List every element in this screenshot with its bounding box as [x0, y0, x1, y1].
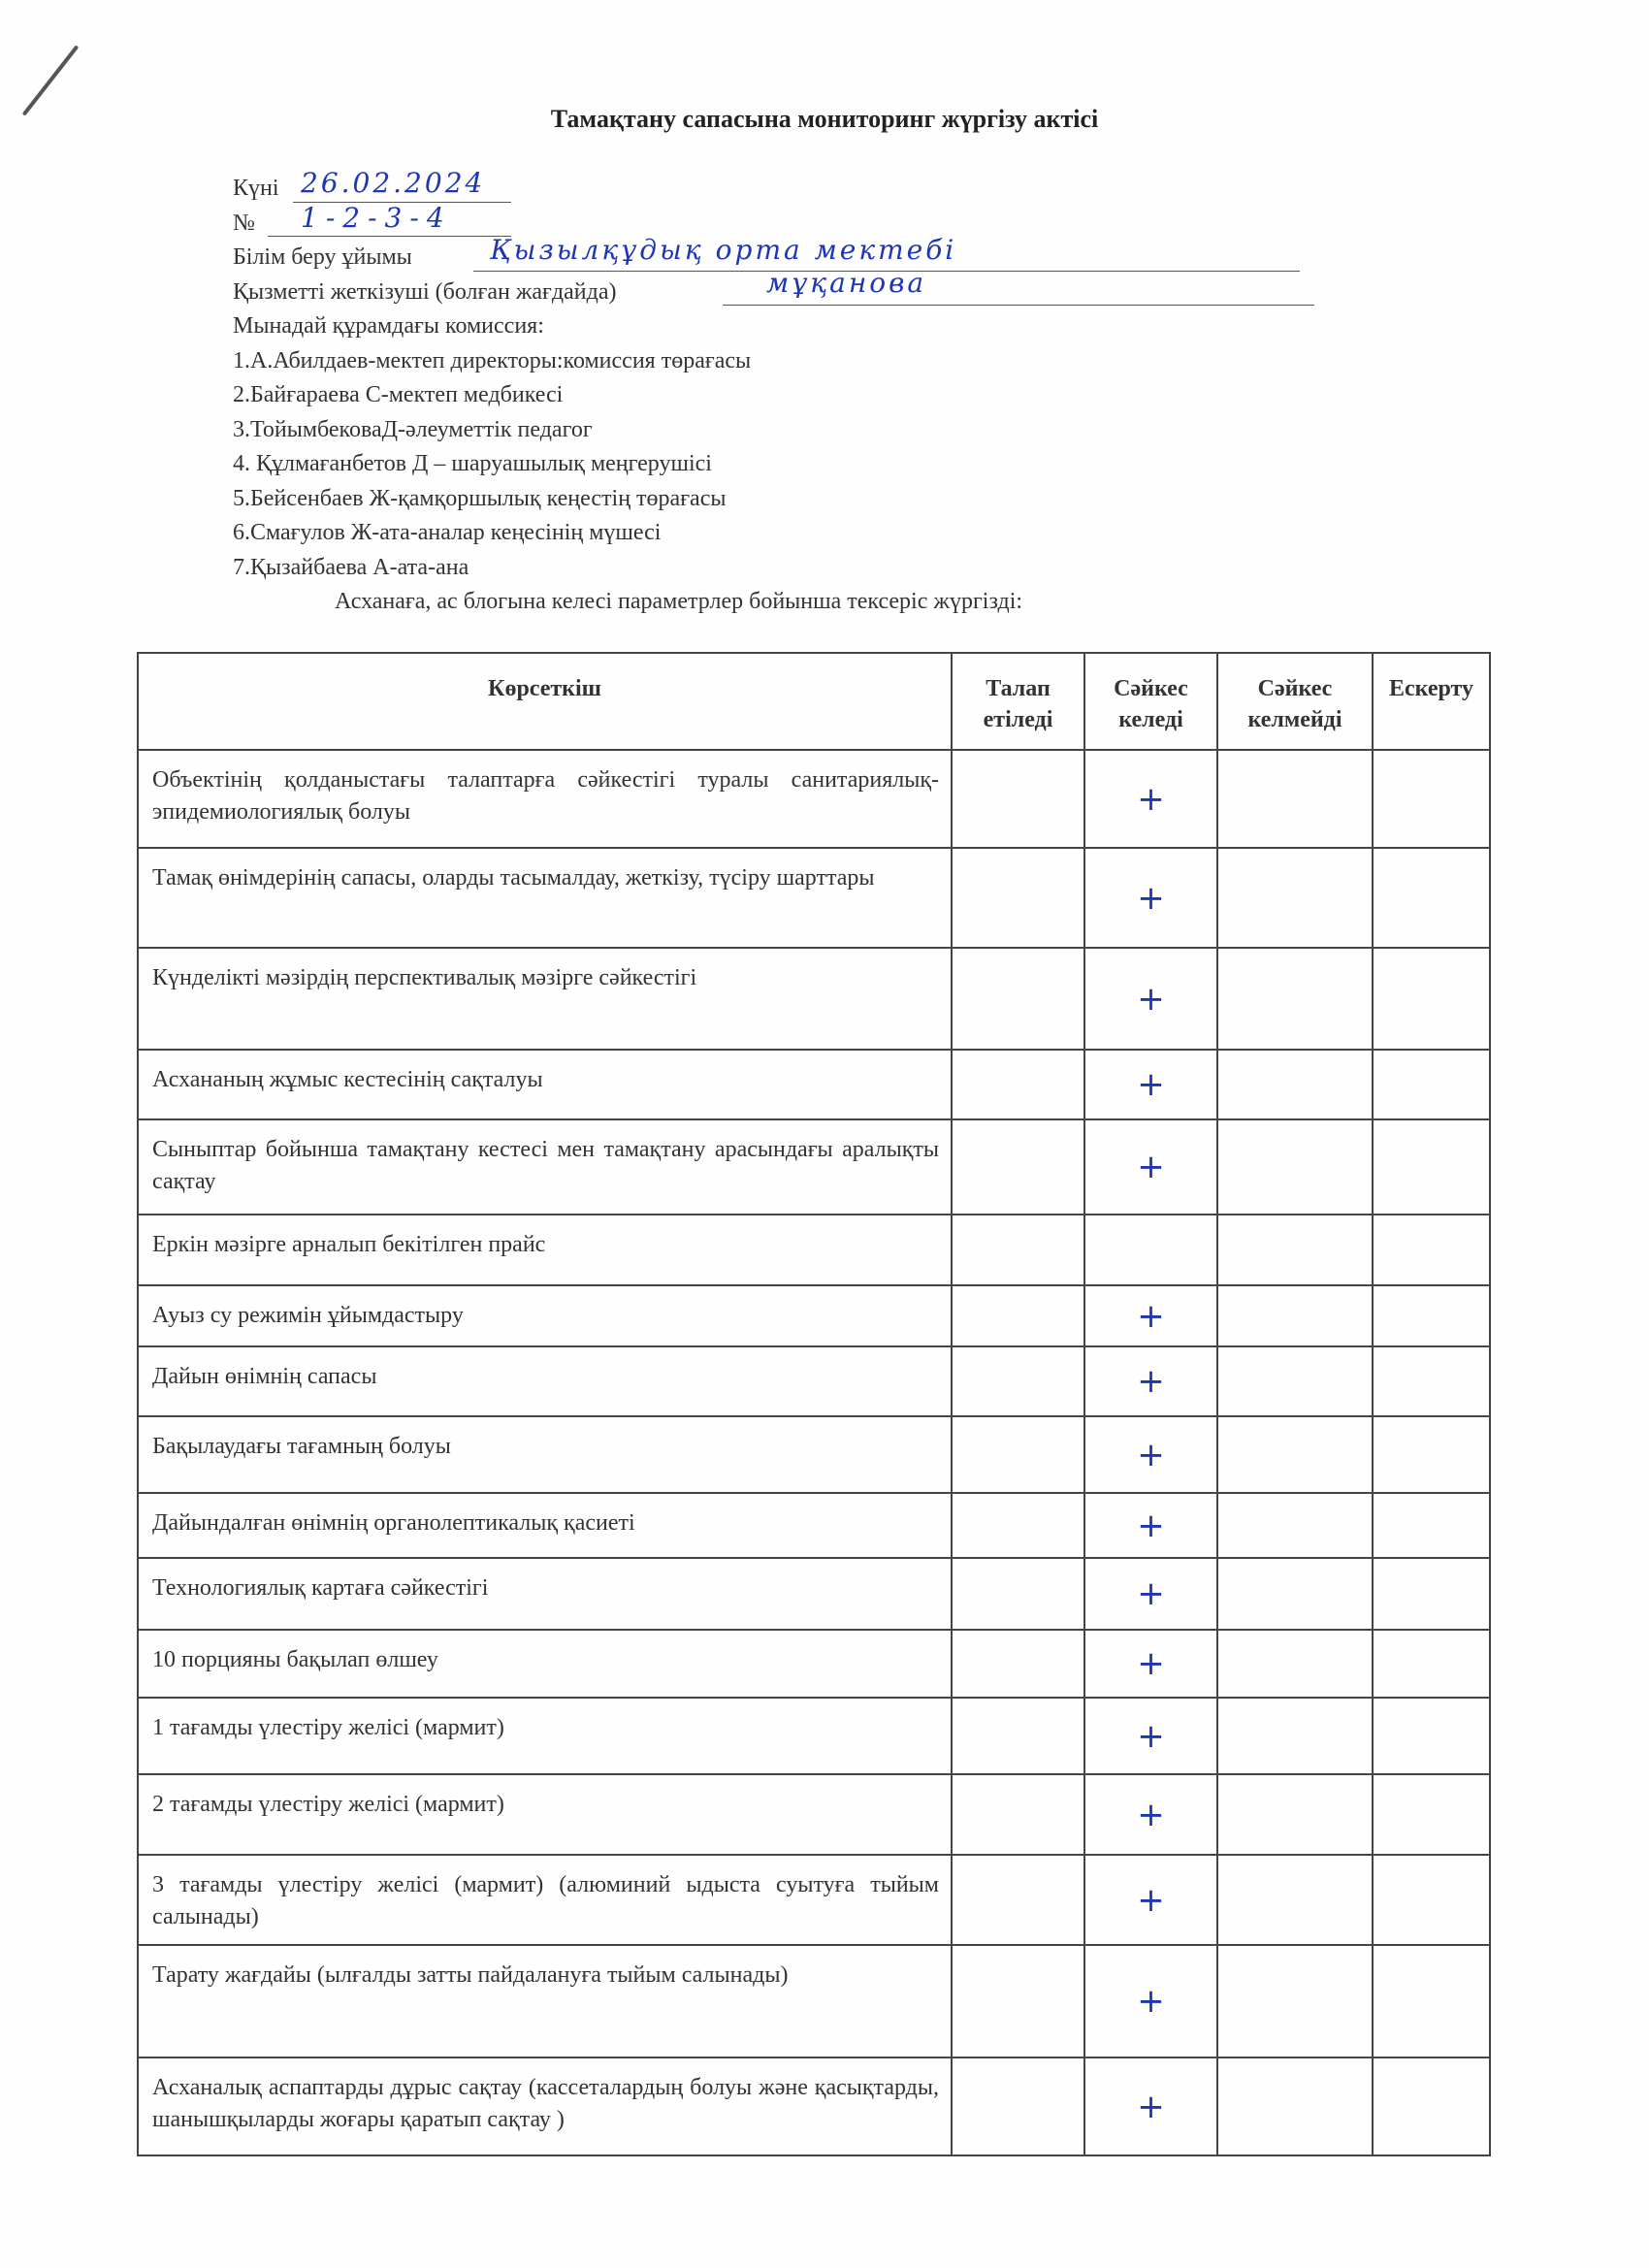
note-cell — [1373, 1855, 1490, 1945]
note-cell — [1373, 1558, 1490, 1630]
member-7: 7.Қызайбаева А-ата-ана — [233, 554, 469, 580]
required-cell — [952, 1774, 1084, 1855]
not-complies-cell — [1217, 1945, 1373, 2057]
note-cell — [1373, 1774, 1490, 1855]
table-row — [138, 1945, 1490, 2057]
indicator-cell: Асхананың жұмыс кестесінің сақталуы — [138, 1050, 952, 1119]
not-complies-cell — [1217, 1416, 1373, 1493]
indicator-cell: Ауыз су режимін ұйымдастыру — [138, 1285, 952, 1346]
member-6: 6.Смағулов Ж-ата-аналар кеңесінің мүшесі — [233, 520, 662, 545]
note-cell — [1373, 948, 1490, 1050]
document-title: Тамақтану сапасына мониторинг жүргізу актісі — [550, 105, 1099, 133]
complies-mark: + — [1084, 1493, 1217, 1558]
complies-mark: + — [1084, 1558, 1217, 1630]
complies-mark: + — [1084, 948, 1217, 1050]
table-row — [138, 1493, 1490, 1558]
not-complies-cell — [1217, 1630, 1373, 1698]
not-complies-cell — [1217, 1558, 1373, 1630]
table-row — [138, 1630, 1490, 1698]
required-cell — [952, 1416, 1084, 1493]
complies-mark: + — [1084, 1855, 1217, 1945]
complies-mark: + — [1084, 1630, 1217, 1698]
required-cell — [952, 948, 1084, 1050]
complies-mark: + — [1084, 848, 1217, 948]
date-value: 26.02.2024 — [301, 167, 486, 199]
member-2: 2.Байғараева С-мектеп медбикесі — [233, 382, 564, 407]
indicator-cell: Дайын өнімнің сапасы — [138, 1346, 952, 1416]
table-row — [138, 1215, 1490, 1285]
header-complies: Сәйкес келеді — [1084, 653, 1217, 750]
required-cell — [952, 1945, 1084, 2057]
required-cell — [952, 750, 1084, 848]
required-cell — [952, 1558, 1084, 1630]
org-label: Білім беру ұйымы — [233, 244, 412, 270]
complies-mark: + — [1084, 1346, 1217, 1416]
note-cell — [1373, 2057, 1490, 2155]
table-row — [138, 1855, 1490, 1945]
table-row — [138, 1774, 1490, 1855]
indicator-cell: Сыныптар бойынша тамақтану кестесі мен тамақтану арасындағы аралықты сақтау — [138, 1119, 952, 1215]
monitoring-table — [137, 652, 1491, 2156]
not-complies-cell — [1217, 948, 1373, 1050]
indicator-cell: 3 тағамды үлестіру желісі (мармит) (алюминий ыдыста суытуға тыйым салынады) — [138, 1855, 952, 1945]
note-cell — [1373, 1346, 1490, 1416]
indicator-cell: Асханалық аспаптарды дұрыс сақтау (кассеталардың болуы және қасықтарды, шанышқыларды жоғары қаратып сақтау ) — [138, 2057, 952, 2155]
complies-mark: + — [1084, 750, 1217, 848]
note-cell — [1373, 848, 1490, 948]
note-cell — [1373, 1698, 1490, 1774]
complies-mark: + — [1084, 1050, 1217, 1119]
inspection-note: Асханаға, ас блогына келесі параметрлер бойынша тексеріс жүргізді: — [335, 589, 1023, 614]
header-indicator: Көрсеткіш — [138, 653, 952, 750]
supplier-line — [233, 266, 1319, 310]
indicator-cell: Еркін мәзірге арналып бекітілген прайс — [138, 1215, 952, 1285]
member-5: 5.Бейсенбаев Ж-қамқоршылық кеңестің төрағасы — [233, 485, 727, 511]
required-cell — [952, 1285, 1084, 1346]
note-cell — [1373, 1416, 1490, 1493]
not-complies-cell — [1217, 1698, 1373, 1774]
header-not-complies: Сәйкес келмейді — [1217, 653, 1373, 750]
table-row — [138, 750, 1490, 848]
supplier-underline — [723, 305, 1314, 306]
indicator-cell: 10 порцияны бақылап өлшеу — [138, 1630, 952, 1698]
note-cell — [1373, 1945, 1490, 2057]
note-cell — [1373, 1119, 1490, 1215]
not-complies-cell — [1217, 1774, 1373, 1855]
not-complies-cell — [1217, 1050, 1373, 1119]
not-complies-cell — [1217, 1346, 1373, 1416]
complies-mark: + — [1084, 1119, 1217, 1215]
table-row — [138, 1558, 1490, 1630]
required-cell — [952, 1050, 1084, 1119]
note-cell — [1373, 1493, 1490, 1558]
supplier-label: Қызметті жеткізуші (болған жағдайда) — [233, 278, 617, 305]
indicator-cell: Тарату жағдайы (ылғалды затты пайдалануға тыйым салынады) — [138, 1945, 952, 2057]
required-cell — [952, 2057, 1084, 2155]
required-cell — [952, 1698, 1084, 1774]
table-row — [138, 2057, 1490, 2155]
org-value: Қызылқұдық орта мектебі — [490, 234, 957, 266]
table-row — [138, 1119, 1490, 1215]
header-note: Ескерту — [1373, 653, 1490, 750]
indicator-cell: Объектінің қолданыстағы талаптарға сәйкестігі туралы санитариялық-эпидемиологиялық болуы — [138, 750, 952, 848]
indicator-cell: Дайындалған өнімнің органолептикалық қасиеті — [138, 1493, 952, 1558]
complies-mark: + — [1084, 1945, 1217, 2057]
table-row — [138, 1416, 1490, 1493]
required-cell — [952, 848, 1084, 948]
not-complies-cell — [1217, 1119, 1373, 1215]
supplier-value: мұқанова — [766, 266, 927, 299]
indicator-cell: Бақылаудағы тағамның болуы — [138, 1416, 952, 1493]
table-row — [138, 1346, 1490, 1416]
note-cell — [1373, 1630, 1490, 1698]
table-body — [138, 750, 1490, 2155]
complies-mark: + — [1084, 1285, 1217, 1346]
table-header-row — [138, 653, 1490, 750]
number-value: 1-2-3-4 — [301, 201, 452, 234]
complies-mark: + — [1084, 2057, 1217, 2155]
table-row — [138, 948, 1490, 1050]
not-complies-cell — [1217, 1855, 1373, 1945]
note-cell — [1373, 1215, 1490, 1285]
required-cell — [952, 1493, 1084, 1558]
note-cell — [1373, 1285, 1490, 1346]
indicator-cell: Тамақ өнімдерінің сапасы, оларды тасымалдау, жеткізу, түсіру шарттары — [138, 848, 952, 948]
required-cell — [952, 1119, 1084, 1215]
required-cell — [952, 1630, 1084, 1698]
table-row — [138, 1050, 1490, 1119]
indicator-cell: Күнделікті мәзірдің перспективалық мәзірге сәйкестігі — [138, 948, 952, 1050]
note-cell — [1373, 1050, 1490, 1119]
indicator-cell: 1 тағамды үлестіру желісі (мармит) — [138, 1698, 952, 1774]
required-cell — [952, 1855, 1084, 1945]
not-complies-cell — [1217, 1285, 1373, 1346]
indicator-cell: Технологиялық картаға сәйкестігі — [138, 1558, 952, 1630]
member-4: 4. Құлмағанбетов Д – шаруашылық меңгерушісі — [233, 451, 712, 476]
complies-mark — [1084, 1215, 1217, 1285]
not-complies-cell — [1217, 750, 1373, 848]
act-header — [233, 167, 1319, 620]
member-3: 3.ТойымбековаД-әлеуметтік педагог — [233, 416, 593, 442]
table-row — [138, 1698, 1490, 1774]
note-cell — [1373, 750, 1490, 848]
date-label: Күні — [233, 176, 279, 201]
required-cell — [952, 1215, 1084, 1285]
indicator-cell: 2 тағамды үлестіру желісі (мармит) — [138, 1774, 952, 1855]
not-complies-cell — [1217, 1215, 1373, 1285]
number-underline — [268, 236, 511, 237]
complies-mark: + — [1084, 1698, 1217, 1774]
required-cell — [952, 1346, 1084, 1416]
commission-intro: Мынадай құрамдағы комиссия: — [233, 313, 544, 339]
not-complies-cell — [1217, 1493, 1373, 1558]
table-row — [138, 1285, 1490, 1346]
member-1: 1.А.Абилдаев-мектеп директоры:комиссия төрағасы — [233, 347, 752, 373]
not-complies-cell — [1217, 2057, 1373, 2155]
complies-mark: + — [1084, 1774, 1217, 1855]
not-complies-cell — [1217, 848, 1373, 948]
table-row — [138, 848, 1490, 948]
number-label: № — [233, 210, 255, 236]
header-required: Талап етіледі — [952, 653, 1084, 750]
complies-mark: + — [1084, 1416, 1217, 1493]
